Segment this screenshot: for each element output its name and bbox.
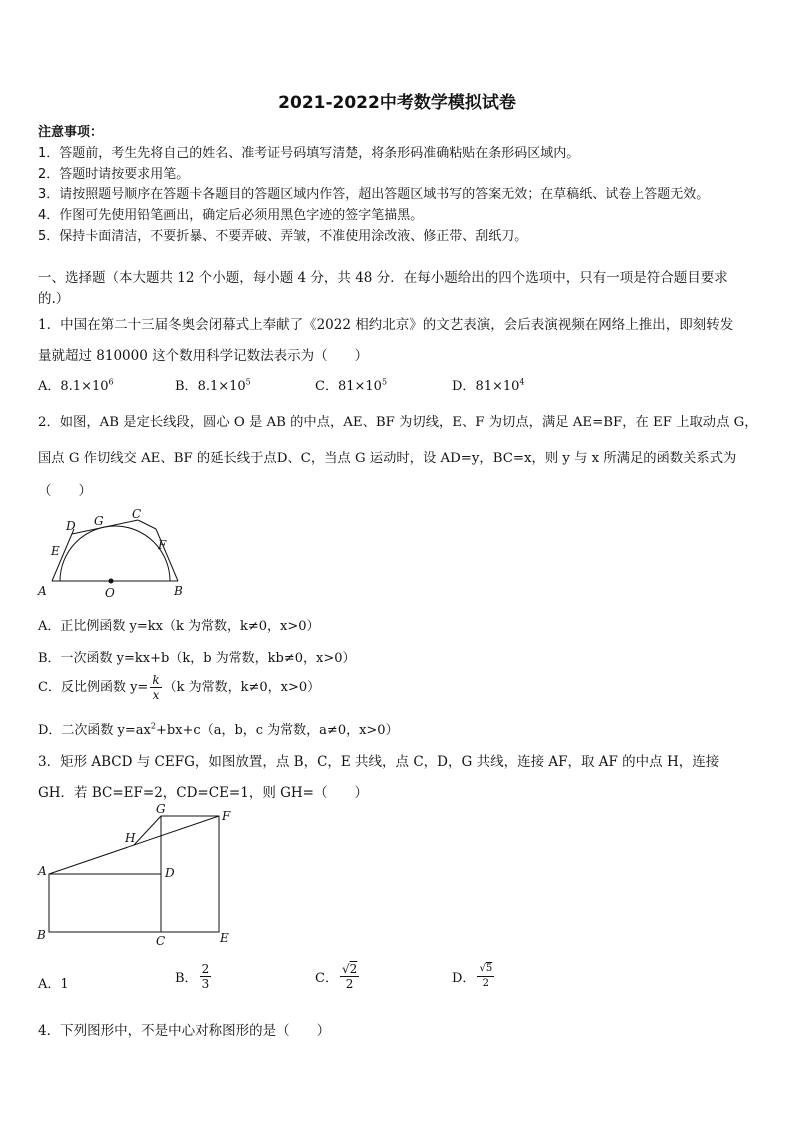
- label-b: B: [174, 584, 183, 598]
- option-letter: B．: [175, 379, 198, 394]
- q3-option-a[interactable]: A．1: [38, 977, 69, 992]
- notice-heading: 注意事项：: [38, 125, 104, 140]
- q3-figure: [30, 800, 245, 948]
- fraction-two-thirds: [200, 962, 212, 991]
- notice-item-2: 2．答题时请按要求用笔。: [38, 167, 190, 182]
- option-base: 81×10: [337, 379, 382, 394]
- q2-stem-line1: 2．如图，AB 是定长线段，圆心 O 是 AB 的中点，AE、BF 为切线，E、F 为切点，满足 AE=BF，在 EF 上取动点 G，: [38, 415, 758, 430]
- section-heading-cont: 的.）: [38, 291, 70, 307]
- label-f: F: [158, 538, 167, 552]
- q2-figure: [34, 505, 194, 600]
- option-text: +bx+c（a，b，c 为常数，a≠0，x>0）: [155, 723, 399, 738]
- option-exponent: 5: [245, 377, 251, 387]
- option-base: 8.1×10: [197, 379, 246, 394]
- fraction-sqrt2-over-2: [340, 962, 359, 991]
- label-o: O: [105, 586, 115, 600]
- option-exponent: 5: [381, 377, 388, 387]
- q2-option-d[interactable]: [38, 719, 399, 738]
- notice-item-3: 3．请按照题号顺序在答题卡各题目的答题区域内作答，超出答题区域书写的答案无效；在草稿纸、试卷上答题无效。: [38, 187, 710, 202]
- tangent-bf: [156, 529, 178, 581]
- option-base: 81×10: [475, 379, 520, 394]
- radicand: 5: [485, 963, 493, 974]
- q2-stem-line2: 国点 G 作切线交 AE、BF 的延长线于点D、C，当点 G 运动时，设 AD=y，BC=x，则 y 与 x 所满足的函数关系式为: [38, 451, 737, 466]
- option-exponent: 6: [108, 377, 114, 387]
- label-d: D: [66, 519, 76, 533]
- label-e: E: [51, 544, 60, 558]
- notice-item-4: 4．作图可先使用铅笔画出，确定后必须用黑色字迹的签字笔描黑。: [38, 208, 424, 223]
- denominator: 2: [482, 978, 489, 989]
- label-c: C: [156, 934, 166, 948]
- label-a: A: [38, 584, 47, 598]
- label-c: C: [132, 507, 142, 521]
- notice-item-1: 1．答题前，考生先将自己的姓名、准考证号码填写清楚，将条形码准确粘贴在条形码区域内。: [38, 146, 580, 161]
- q1-option-c[interactable]: [315, 375, 387, 394]
- option-letter: C．: [315, 971, 338, 986]
- q3-stem-line2: GH．若 BC=EF=2，CD=CE=1，则 GH=（ ）: [38, 785, 368, 801]
- denominator: 3: [201, 977, 210, 991]
- option-text: D．二次函数 y=ax: [38, 723, 151, 738]
- q2-option-b[interactable]: B．一次函数 y=kx+b（k，b 为常数，kb≠0，x>0）: [38, 651, 356, 666]
- option-text: （k 为常数，k≠0，x>0）: [163, 680, 321, 695]
- label-h: H: [125, 831, 136, 845]
- fraction-k-over-x: [150, 673, 161, 702]
- option-letter: D．: [452, 379, 476, 394]
- option-text: C．反比例函数 y=: [38, 680, 149, 695]
- option-exponent: 4: [519, 377, 525, 387]
- q2-option-a[interactable]: A．正比例函数 y=kx（k 为常数，k≠0，x>0）: [38, 619, 320, 634]
- rectangle-abcd: [49, 874, 161, 932]
- label-a: A: [38, 864, 47, 878]
- option-letter: A．: [38, 379, 61, 394]
- section-heading: 一、选择题（本大题共 12 个小题，每小题 4 分，共 48 分．在每小题给出的四个选项中，只有一项是符合题目要求: [38, 270, 728, 286]
- sqrt-icon: √: [341, 962, 350, 976]
- option-letter: B．: [175, 971, 198, 986]
- q4-stem-line1: 4．下列图形中，不是中心对称图形的是（ ）: [38, 1023, 331, 1039]
- label-f: F: [222, 809, 231, 823]
- option-exponent: 2: [150, 721, 156, 731]
- q1-option-d[interactable]: [452, 375, 525, 394]
- center-point-o: [109, 579, 114, 584]
- page-title: 2021-2022中考数学模拟试卷: [278, 93, 516, 113]
- label-g: G: [156, 802, 166, 816]
- notice-item-5: 5．保持卡面清洁，不要折暴、不要弄破、弄皱，不准使用涂改液、修正带、刮纸刀。: [38, 229, 528, 244]
- q1-option-a[interactable]: [38, 375, 114, 394]
- q3-stem-line1: 3．矩形 ABCD 与 CEFG，如图放置，点 B，C，E 共线，点 C，D，G 共线，连接 AF，取 AF 的中点 H，连接: [38, 754, 720, 770]
- numerator: 2: [201, 962, 210, 976]
- q1-stem-line1: 1．中国在第二十三届冬奥会闭幕式上奉献了《2022 相约北京》的文艺表演，会后表演视频在网络上推出，即刻转发: [38, 317, 734, 333]
- numerator: [477, 962, 494, 977]
- sqrt-icon: √: [479, 963, 486, 974]
- q3-option-c[interactable]: [315, 962, 361, 991]
- option-base: 8.1×10: [60, 379, 109, 394]
- label-d: D: [165, 866, 175, 880]
- fraction-sqrt5-over-2: [477, 962, 494, 991]
- option-letter: C．: [315, 379, 338, 394]
- q2-option-c[interactable]: [38, 673, 320, 702]
- q1-option-b[interactable]: [175, 375, 251, 394]
- segment-cf: [138, 520, 156, 529]
- q3-option-b[interactable]: [175, 962, 213, 991]
- q3-option-d[interactable]: [452, 962, 496, 991]
- semicircle: [60, 526, 170, 581]
- numerator: k: [152, 673, 160, 687]
- q1-stem-line2: 量就超过 810000 这个数用科学记数法表示为（ ）: [38, 348, 369, 364]
- option-letter: D．: [452, 971, 476, 986]
- label-e: E: [220, 931, 229, 945]
- denominator: 2: [345, 977, 354, 991]
- q2-stem-line3: （ ）: [38, 483, 92, 499]
- radicand: 2: [349, 962, 358, 976]
- label-g: G: [94, 514, 104, 528]
- denominator: x: [152, 688, 160, 702]
- label-b: B: [37, 928, 46, 942]
- numerator: [340, 962, 359, 977]
